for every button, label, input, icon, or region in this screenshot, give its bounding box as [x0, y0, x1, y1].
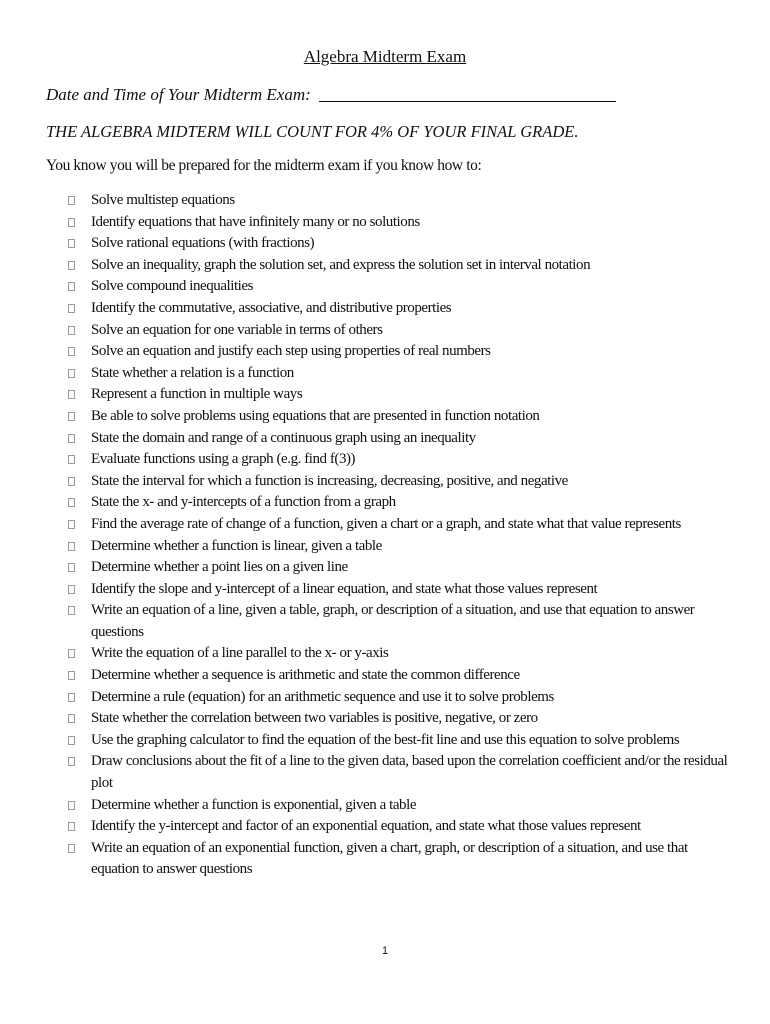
checklist-item — [68, 363, 728, 385]
checklist-item — [68, 233, 728, 255]
checklist-item-text: State the interval for which a function is increasing, decreasing, positive, and negative — [91, 472, 568, 489]
checklist-item-text: Use the graphing calculator to find the equation of the best-fit line and use this equation to solve problems — [91, 731, 680, 748]
checklist-item — [68, 492, 728, 514]
checkbox-icon — [68, 369, 75, 378]
checklist-item-text: Solve an equation for one variable in terms of others — [91, 321, 383, 338]
checklist-item-text: Be able to solve problems using equations that are presented in function notation — [91, 407, 540, 424]
checkbox-icon — [68, 261, 75, 270]
checklist-item-text: Determine whether a point lies on a given line — [91, 559, 348, 576]
checkbox-icon — [68, 498, 75, 507]
checklist-item — [68, 449, 728, 471]
checkbox-icon — [68, 304, 75, 313]
checkbox-icon — [68, 693, 75, 702]
checklist-item — [68, 557, 728, 579]
checklist-item — [68, 600, 728, 643]
intro-text: You know you will be prepared for the midterm exam if you know how to: — [46, 157, 482, 174]
checklist-item-text: Evaluate functions using a graph (e.g. find f(3)) — [91, 451, 356, 468]
checklist-item-text: State whether the correlation between two variables is positive, negative, or zero — [91, 710, 538, 727]
checklist-item — [68, 341, 728, 363]
checklist-item-text: State the x- and y-intercepts of a function from a graph — [91, 494, 396, 511]
checkbox-icon — [68, 563, 75, 572]
checklist-item-text: Solve multistep equations — [91, 192, 235, 208]
checkbox-icon — [68, 218, 75, 227]
page-number: 1 — [381, 945, 389, 957]
checklist-item — [68, 643, 728, 665]
checkbox-icon — [68, 606, 75, 615]
checklist-item-text: Identify the commutative, associative, and distributive properties — [91, 299, 452, 316]
checklist-item-text: Identify equations that have infinitely many or no solutions — [91, 213, 420, 230]
exam-date-line — [46, 84, 616, 106]
checklist-item-text: Write an equation of a line, given a table, graph, or description of a situation, and use that equation to answer questions — [91, 602, 695, 640]
checklist-item — [68, 320, 728, 342]
checklist-item-text: State whether a relation is a function — [91, 364, 294, 381]
checklist-item-text: State the domain and range of a continuous graph using an inequality — [91, 429, 476, 446]
checklist-item — [68, 665, 728, 687]
checkbox-icon — [68, 801, 75, 810]
checklist-item — [68, 190, 728, 212]
checklist-item-text: Find the average rate of change of a function, given a chart or a graph, and state what that value represents — [91, 515, 681, 532]
checklist-item — [68, 536, 728, 558]
checkbox-icon — [68, 714, 75, 723]
checklist-item-text: Write an equation of an exponential function, given a chart, graph, or description of a situation, and use that equation to answer questions — [91, 839, 688, 878]
checkbox-icon — [68, 239, 75, 248]
checkbox-icon — [68, 455, 75, 464]
exam-date-label: Date and Time of Your Midterm Exam: — [46, 85, 311, 104]
checkbox-icon — [68, 736, 75, 745]
checklist-item-text: Draw conclusions about the fit of a line to the given data, based upon the correlation coefficient and/or the residual plot — [91, 753, 728, 792]
checkbox-icon — [68, 477, 75, 486]
checklist-item — [68, 406, 728, 428]
checklist-item — [68, 708, 728, 730]
checkbox-icon — [68, 347, 75, 356]
checkbox-icon — [68, 520, 75, 529]
checklist-item — [68, 579, 728, 601]
exam-date-blank — [319, 85, 616, 102]
checkbox-icon — [68, 282, 75, 291]
checklist-item — [68, 751, 728, 794]
checklist-item — [68, 687, 728, 709]
checklist-item — [68, 212, 728, 234]
checkbox-icon — [68, 757, 75, 766]
checklist-item-text: Identify the slope and y-intercept of a linear equation, and state what those values represent — [91, 580, 598, 597]
checklist-item-text: Solve rational equations (with fractions) — [91, 235, 315, 252]
checklist-item — [68, 730, 728, 752]
checkbox-icon — [68, 585, 75, 594]
checkbox-icon — [68, 390, 75, 399]
checklist-item-text: Solve compound inequalities — [91, 278, 253, 295]
checkbox-icon — [68, 844, 75, 853]
checklist-item-text: Determine whether a function is linear, given a table — [91, 537, 382, 554]
checkbox-icon — [68, 412, 75, 421]
checkbox-icon — [68, 196, 75, 205]
checklist-item — [68, 838, 728, 881]
checklist-item — [68, 384, 728, 406]
checkbox-icon — [68, 434, 75, 443]
checklist-item — [68, 795, 728, 817]
checklist-item-text: Solve an equation and justify each step using properties of real numbers — [91, 343, 491, 360]
checkbox-icon — [68, 671, 75, 680]
checklist-item-text: Identify the y-intercept and factor of an exponential equation, and state what those values represent — [91, 818, 641, 835]
checklist-item-text: Solve an inequality, graph the solution set, and express the solution set in interval notation — [91, 256, 591, 273]
checkbox-icon — [68, 649, 75, 658]
checklist-item-text: Determine whether a function is exponential, given a table — [91, 796, 417, 813]
skills-checklist — [68, 190, 728, 881]
checklist-item — [68, 471, 728, 493]
checklist-item — [68, 514, 728, 536]
checklist-item-text: Determine whether a sequence is arithmetic and state the common difference — [91, 667, 520, 684]
checklist-item — [68, 816, 728, 838]
checklist-item — [68, 255, 728, 277]
checklist-item-text: Represent a function in multiple ways — [91, 386, 303, 403]
page-title: Algebra Midterm Exam — [303, 47, 467, 66]
checkbox-icon — [68, 326, 75, 335]
checklist-item — [68, 276, 728, 298]
checklist-item-text: Determine a rule (equation) for an arithmetic sequence and use it to solve problems — [91, 688, 554, 705]
checkbox-icon — [68, 822, 75, 831]
checklist-item — [68, 298, 728, 320]
checklist-item — [68, 428, 728, 450]
checkbox-icon — [68, 542, 75, 551]
checklist-item-text: Write the equation of a line parallel to the x- or y-axis — [91, 645, 389, 662]
grade-notice: THE ALGEBRA MIDTERM WILL COUNT FOR 4% OF YOUR FINAL GRADE. — [46, 122, 579, 141]
